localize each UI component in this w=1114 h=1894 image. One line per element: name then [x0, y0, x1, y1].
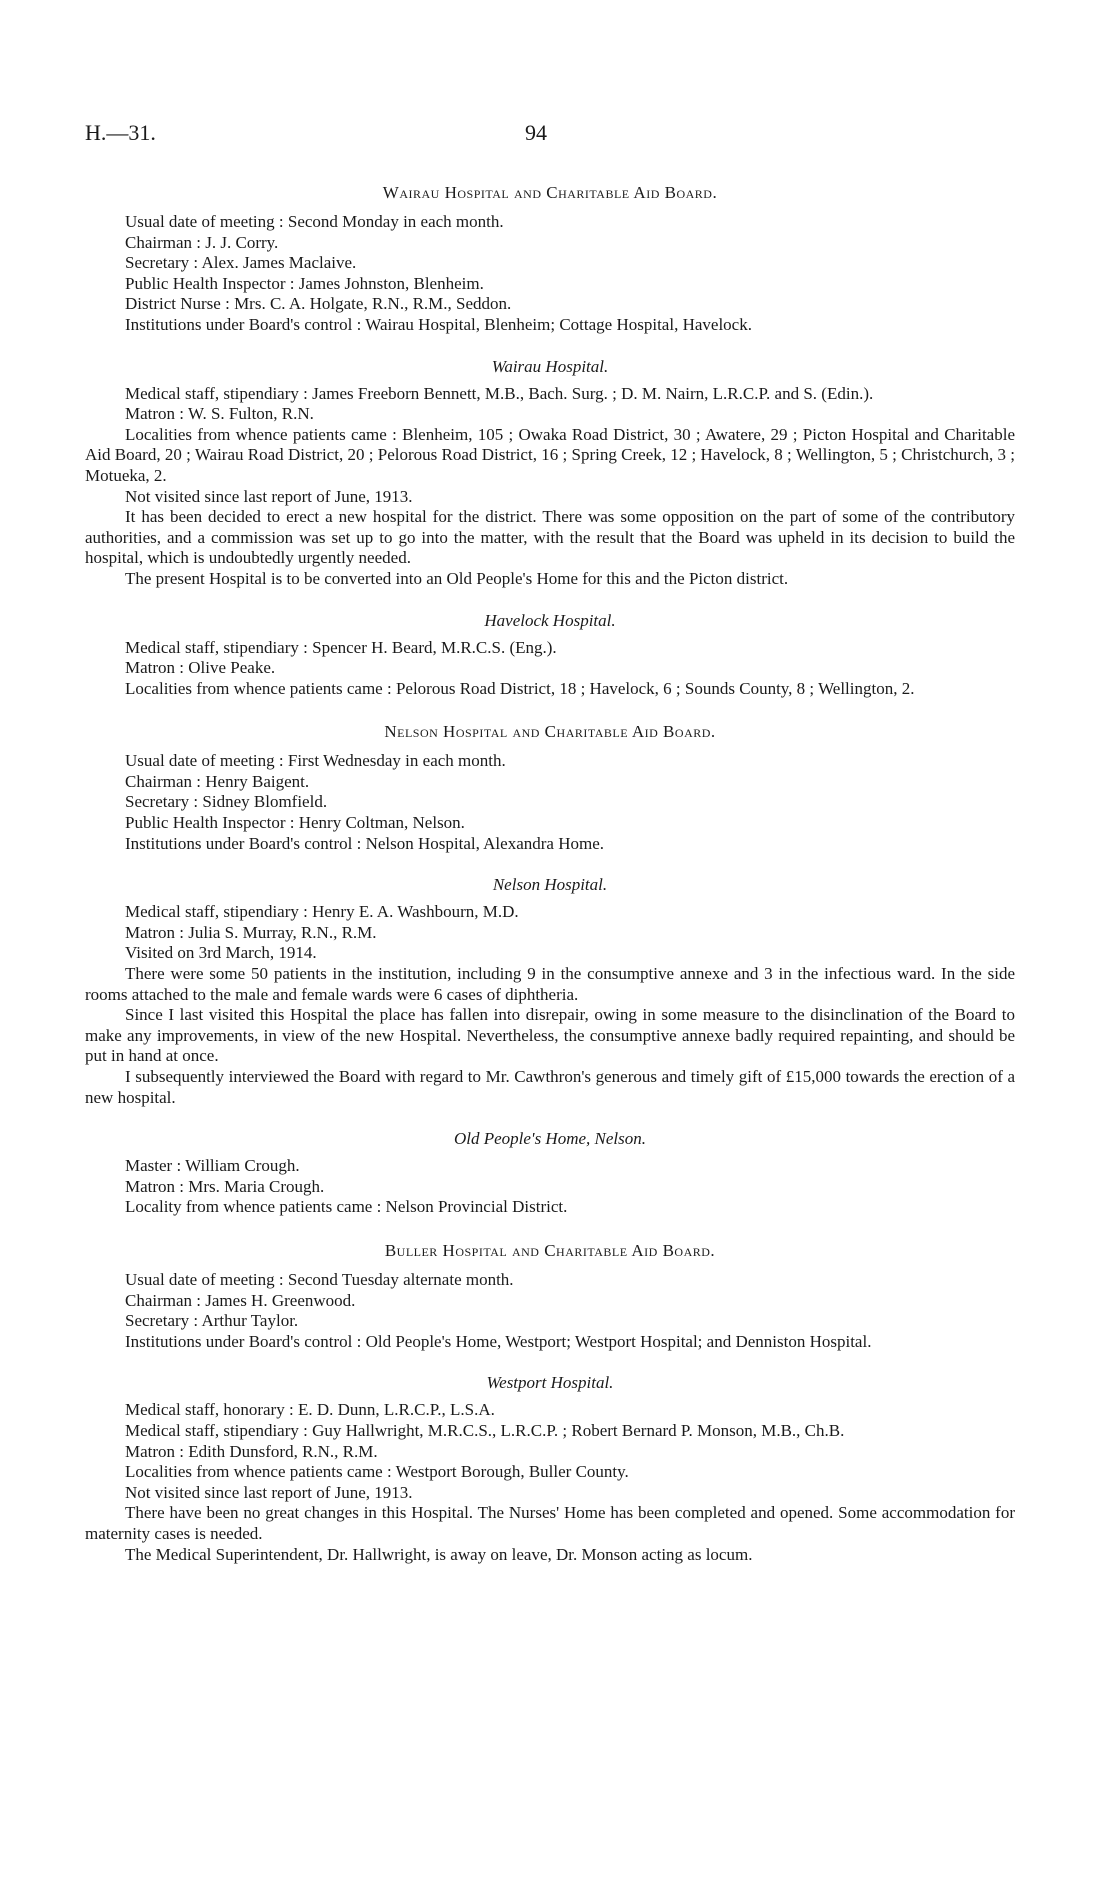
- paragraph: Secretary : Arthur Taylor.: [125, 1311, 299, 1331]
- paragraph: It has been decided to erect a new hospital for the district. There was some opposition on the part of some of the contributory authorities, and a commission was set up to go into the matter, with the result that the Board was upheld in its decision to build the hospital, which is undoubtedly urgently needed.: [85, 507, 1015, 568]
- document-section: [85, 1372, 1015, 1565]
- section-subheading: Nelson Hospital.: [492, 875, 608, 895]
- page-reference: H.—31.: [85, 120, 156, 145]
- paragraph: Chairman : Henry Baigent.: [125, 771, 310, 791]
- paragraph: Not visited since last report of June, 1913.: [125, 1482, 413, 1502]
- paragraph: Medical staff, honorary : E. D. Dunn, L.R.C.P., L.S.A.: [125, 1400, 495, 1420]
- page-number: 94: [525, 120, 547, 145]
- paragraph: Public Health Inspector : James Johnston, Blenheim.: [125, 273, 484, 293]
- paragraph: There were some 50 patients in the institution, including 9 in the consumptive annexe and 3 in the infectious ward. In the side rooms attached to the male and female wards were 6 cases of diphtheria.: [85, 964, 1015, 1004]
- paragraph: Medical staff, stipendiary : James Freeborn Bennett, M.B., Bach. Surg. ; D. M. Nairn, L.R.C.P. and S. (Edin.).: [125, 383, 874, 403]
- paragraph: Institutions under Board's control : Wairau Hospital, Blenheim; Cottage Hospital, Havelock.: [125, 314, 752, 334]
- paragraph: Localities from whence patients came : Pelorous Road District, 18 ; Havelock, 6 ; Sounds County, 8 ; Wellington, 2.: [125, 678, 915, 698]
- paragraph: Usual date of meeting : Second Monday in each month.: [125, 212, 504, 231]
- paragraph: Master : William Crough.: [125, 1156, 300, 1176]
- document-section: [85, 721, 1015, 854]
- section-subheading: Wairau Hospital.: [491, 356, 609, 376]
- paragraph: Visited on 3rd March, 1914.: [125, 943, 317, 963]
- paragraph: Chairman : J. J. Corry.: [125, 232, 279, 252]
- paragraph: The Medical Superintendent, Dr. Hallwright, is away on leave, Dr. Monson acting as locum.: [125, 1544, 753, 1564]
- paragraph: Usual date of meeting : First Wednesday in each month.: [125, 751, 506, 771]
- document-section: [85, 874, 1015, 1108]
- section-heading: Wairau Hospital and Charitable Aid Board.: [382, 183, 718, 202]
- paragraph: Institutions under Board's control : Old People's Home, Westport; Westport Hospital; and Denniston Hospital.: [125, 1331, 872, 1351]
- paragraph: Secretary : Sidney Blomfield.: [125, 792, 328, 812]
- paragraph: The present Hospital is to be converted into an Old People's Home for this and the Picton district.: [125, 568, 789, 588]
- paragraph: Not visited since last report of June, 1913.: [125, 486, 413, 506]
- paragraph: District Nurse : Mrs. C. A. Holgate, R.N., R.M., Seddon.: [125, 294, 512, 314]
- paragraph: Localities from whence patients came : Blenheim, 105 ; Owaka Road District, 30 ; Awatere, 29 ; Picton Hospital and Charitable Aid Board, 20 ; Wairau Road District, 20 ; Pelorous Road District, 16 ; Spring Creek, 12 ; Havelock, 8 ; Wellington, 5 ; Christchurch, 3 ; Motueka, 2.: [85, 424, 1015, 485]
- document-section: [85, 1240, 1015, 1352]
- section-subheading: Westport Hospital.: [486, 1373, 614, 1393]
- paragraph: Matron : Julia S. Murray, R.N., R.M.: [125, 922, 377, 942]
- paragraph: I subsequently interviewed the Board with regard to Mr. Cawthron's generous and timely gift of £15,000 towards the erection of a new hospital.: [85, 1067, 1015, 1107]
- document-section: [85, 1128, 1015, 1218]
- paragraph: Matron : W. S. Fulton, R.N.: [125, 404, 314, 424]
- section-subheading: Old People's Home, Nelson.: [453, 1129, 647, 1149]
- paragraph: Localities from whence patients came : Westport Borough, Buller County.: [125, 1462, 629, 1482]
- document-page: [85, 120, 1015, 1565]
- document-section: [85, 356, 1015, 590]
- page-header: [85, 120, 1015, 160]
- paragraph: Since I last visited this Hospital the place has fallen into disrepair, owing in some measure to the disinclination of the Board to make any improvements, in view of the new Hospital. Nevertheless, the consumptive annexe badly required repainting, and should be put in hand at once.: [85, 1005, 1015, 1066]
- paragraph: Public Health Inspector : Henry Coltman, Nelson.: [125, 813, 465, 833]
- paragraph: Medical staff, stipendiary : Spencer H. Beard, M.R.C.S. (Eng.).: [125, 637, 557, 657]
- paragraph: Usual date of meeting : Second Tuesday alternate month.: [125, 1269, 514, 1289]
- section-heading: Nelson Hospital and Charitable Aid Board.: [384, 722, 716, 742]
- section-heading: Buller Hospital and Charitable Aid Board.: [384, 1240, 716, 1260]
- section-subheading: Havelock Hospital.: [484, 610, 616, 630]
- paragraph: Locality from whence patients came : Nelson Provincial District.: [125, 1197, 568, 1217]
- paragraph: Matron : Mrs. Maria Crough.: [125, 1176, 325, 1196]
- paragraph: Matron : Olive Peake.: [125, 658, 276, 678]
- paragraph: Institutions under Board's control : Nelson Hospital, Alexandra Home.: [125, 833, 604, 853]
- paragraph: Chairman : James H. Greenwood.: [125, 1290, 356, 1310]
- paragraph: Medical staff, stipendiary : Henry E. A. Washbourn, M.D.: [125, 902, 519, 922]
- paragraph: Secretary : Alex. James Maclaive.: [125, 253, 357, 273]
- document-section: [85, 182, 1015, 336]
- document-section: [85, 610, 1015, 700]
- document-body: [85, 182, 1015, 1565]
- paragraph: Medical staff, stipendiary : Guy Hallwright, M.R.C.S., L.R.C.P. ; Robert Bernard P. Monson, M.B., Ch.B.: [125, 1420, 845, 1440]
- paragraph: There have been no great changes in this Hospital. The Nurses' Home has been completed and opened. Some accommodation for maternity cases is needed.: [85, 1503, 1015, 1543]
- paragraph: Matron : Edith Dunsford, R.N., R.M.: [125, 1441, 378, 1461]
